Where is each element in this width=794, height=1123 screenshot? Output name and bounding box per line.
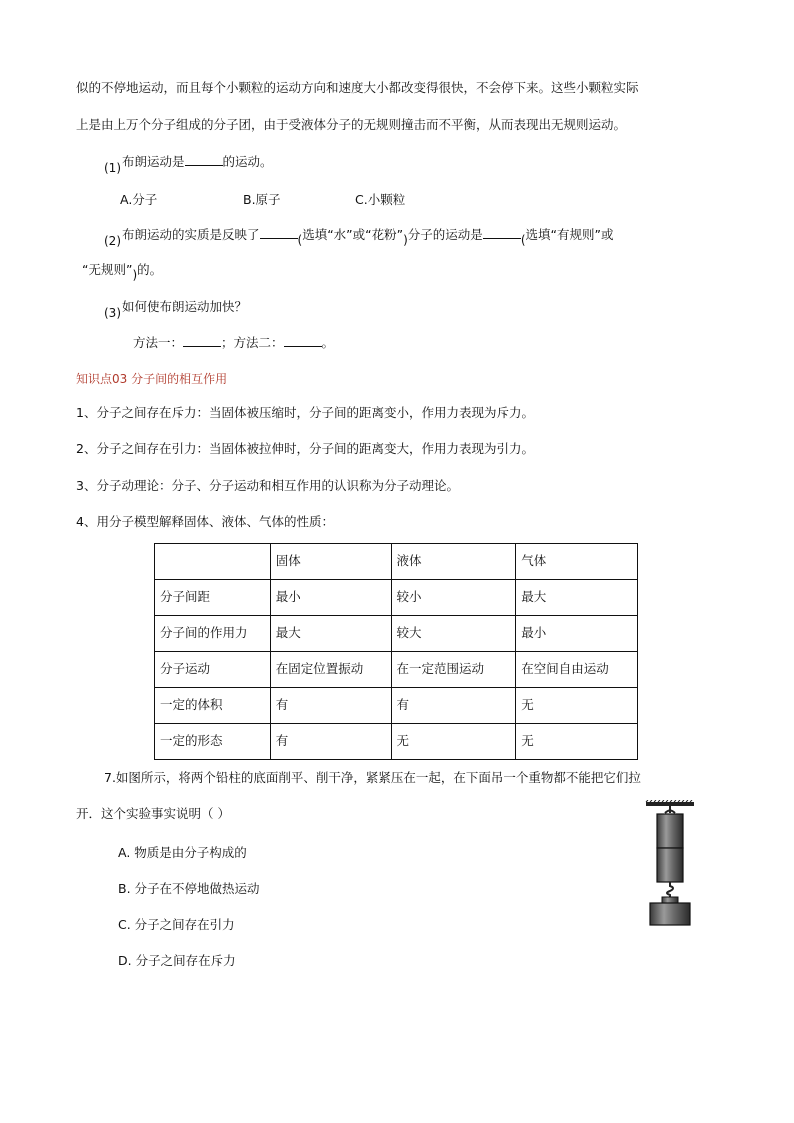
table-row [155, 724, 638, 760]
question-1-text-a: 布朗运动是 [122, 154, 185, 169]
table-cell: 最大 [516, 580, 638, 616]
answer-blank[interactable] [260, 227, 298, 239]
question-2-text-b: 分子的运动是 [407, 227, 483, 242]
table-cell: 一定的体积 [155, 688, 271, 724]
upper-lead-cylinder [657, 814, 683, 848]
table-cell: 较小 [391, 580, 516, 616]
question-7-option-a[interactable]: A. 物质是由分子构成的 [118, 845, 247, 860]
method-end: 。 [321, 335, 335, 350]
table-cell: 在固定位置振动 [270, 652, 391, 688]
intro-line-1: 似的不停地运动，而且每个小颗粒的运动方向和速度大小都改变得很快，不会停下来。这些小颗粒实际 [76, 80, 639, 95]
table-header-cell [155, 544, 271, 580]
point-1: 1、分子之间存在斥力：当固体被压缩时，分子间的距离变小，作用力表现为斥力。 [76, 405, 534, 420]
point-2: 2、分子之间存在引力：当固体被拉伸时，分子间的距离变大，作用力表现为引力。 [76, 441, 534, 456]
table-header-cell: 气体 [516, 544, 638, 580]
table-cell: 在空间自由运动 [516, 652, 638, 688]
section-heading: 知识点03 分子间的相互作用 [76, 372, 228, 386]
table-cell: 无 [516, 688, 638, 724]
answer-blank[interactable] [185, 154, 223, 166]
question-7-option-c[interactable]: C. 分子之间存在引力 [118, 917, 235, 932]
table-cell: 无 [391, 724, 516, 760]
question-1-option-b[interactable]: B.原子 [243, 192, 281, 207]
point-3: 3、分子动理论：分子、分子运动和相互作用的认识称为分子动理论。 [76, 478, 459, 493]
table-cell: 分子运动 [155, 652, 271, 688]
table-row [155, 580, 638, 616]
question-2-choice-2b: “无规则” [82, 262, 133, 277]
point-4: 4、用分子模型解释固体、液体、气体的性质： [76, 514, 334, 529]
method-2-label: ；方法二： [221, 335, 284, 350]
paren-right: ) [132, 268, 138, 282]
question-2-choice-2a: 选填“有规则”或 [525, 227, 614, 242]
table-row [155, 652, 638, 688]
question-3-text: 如何使布朗运动加快？ [122, 299, 248, 314]
paren-left: ( [520, 233, 526, 247]
question-2-number: (2) [104, 234, 121, 248]
table-row [155, 616, 638, 652]
intro-line-2: 上是由上万个分子组成的分子团，由于受液体分子的无规则撞击而不平衡，从而表现出无规则运动。 [76, 117, 627, 132]
hanging-weight [650, 897, 690, 925]
paren-left: ( [297, 233, 303, 247]
table-cell: 无 [516, 724, 638, 760]
question-2-continued [82, 262, 162, 283]
question-7-line-2: 开．这个实验事实说明（ ） [76, 806, 230, 821]
table-cell: 最小 [516, 616, 638, 652]
table-header-cell: 固体 [270, 544, 391, 580]
question-2-text-c: 的。 [137, 262, 163, 277]
table-cell: 有 [270, 688, 391, 724]
table-cell: 有 [270, 724, 391, 760]
properties-table [154, 543, 638, 760]
question-7-line-1: 7.如图所示，将两个铅柱的底面削平、削干净，紧紧压在一起，在下面吊一个重物都不能把它们拉 [104, 770, 641, 785]
ceiling-support [646, 800, 694, 806]
question-1 [104, 154, 273, 176]
question-3-methods [133, 335, 334, 351]
table-cell: 有 [391, 688, 516, 724]
answer-blank[interactable] [483, 227, 521, 239]
question-7-option-b[interactable]: B. 分子在不停地做热运动 [118, 881, 260, 896]
answer-blank[interactable] [183, 335, 221, 347]
table-cell: 一定的形态 [155, 724, 271, 760]
question-2-choice-1: 选填“水”或“花粉” [302, 227, 404, 242]
table-cell: 较大 [391, 616, 516, 652]
hook-bottom [667, 882, 673, 897]
question-2-text-a: 布朗运动的实质是反映了 [122, 227, 260, 242]
table-header-row [155, 544, 638, 580]
table-cell: 在一定范围运动 [391, 652, 516, 688]
question-3 [104, 299, 247, 321]
question-3-number: (3) [104, 306, 121, 320]
question-7-option-d[interactable]: D. 分子之间存在斥力 [118, 953, 236, 968]
lower-lead-cylinder [657, 848, 683, 882]
table-cell: 最大 [270, 616, 391, 652]
table-cell: 最小 [270, 580, 391, 616]
answer-blank[interactable] [284, 335, 322, 347]
question-1-option-c[interactable]: C.小颗粒 [355, 192, 406, 207]
question-2 [104, 227, 613, 249]
question-1-text-b: 的运动。 [222, 154, 273, 169]
paren-right: ) [403, 233, 408, 247]
table-cell: 分子间距 [155, 580, 271, 616]
method-1-label: 方法一： [133, 335, 184, 350]
table-header-cell: 液体 [391, 544, 516, 580]
table-row [155, 688, 638, 724]
question-1-number: (1) [104, 161, 121, 175]
table-cell: 分子间的作用力 [155, 616, 271, 652]
lead-cylinders-figure [640, 800, 700, 926]
question-1-option-a[interactable]: A.分子 [120, 192, 158, 207]
